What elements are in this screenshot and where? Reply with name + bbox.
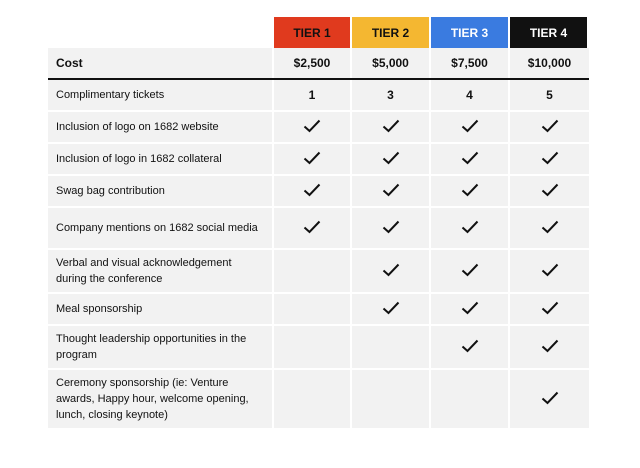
checkmark-icon [461, 151, 479, 168]
checkmark-icon [461, 220, 479, 237]
ticket-count-tier-1: 1 [274, 80, 352, 112]
checkmark-icon [303, 183, 321, 200]
checkmark-icon [541, 339, 559, 356]
checkmark-icon [541, 391, 559, 408]
included-tier-2 [352, 176, 431, 208]
not-included-tier-1 [274, 370, 352, 430]
checkmark-icon [382, 151, 400, 168]
checkmark-icon [303, 119, 321, 136]
not-included-tier-1 [274, 250, 352, 294]
not-included-tier-1 [274, 326, 352, 370]
sponsorship-tiers-table [48, 17, 589, 430]
included-tier-4 [510, 370, 589, 430]
cost-tier-1: $2,500 [274, 48, 352, 78]
checkmark-icon [382, 183, 400, 200]
row-label: Meal sponsorship [48, 294, 274, 326]
checkmark-icon [461, 301, 479, 318]
checkmark-icon [461, 263, 479, 280]
not-included-tier-3 [431, 370, 510, 430]
not-included-tier-1 [274, 294, 352, 326]
cost-tier-2: $5,000 [352, 48, 431, 78]
included-tier-2 [352, 250, 431, 294]
included-tier-3 [431, 250, 510, 294]
checkmark-icon [382, 263, 400, 280]
included-tier-4 [510, 250, 589, 294]
row-label: Swag bag contribution [48, 176, 274, 208]
checkmark-icon [303, 220, 321, 237]
included-tier-4 [510, 112, 589, 144]
checkmark-icon [541, 263, 559, 280]
checkmark-icon [541, 220, 559, 237]
included-tier-3 [431, 144, 510, 176]
not-included-tier-2 [352, 326, 431, 370]
included-tier-2 [352, 112, 431, 144]
tier-2-header: TIER 2 [352, 17, 431, 48]
included-tier-4 [510, 294, 589, 326]
row-label: Thought leadership opportunities in the program [48, 326, 274, 370]
tier-1-header: TIER 1 [274, 17, 352, 48]
cost-label: Cost [48, 48, 274, 78]
header-blank [48, 17, 274, 48]
included-tier-3 [431, 326, 510, 370]
included-tier-1 [274, 144, 352, 176]
checkmark-icon [541, 301, 559, 318]
tier-4-header: TIER 4 [510, 17, 589, 48]
checkmark-icon [541, 151, 559, 168]
checkmark-icon [461, 119, 479, 136]
included-tier-4 [510, 144, 589, 176]
checkmark-icon [382, 301, 400, 318]
row-label: Complimentary tickets [48, 80, 274, 112]
checkmark-icon [541, 119, 559, 136]
cost-tier-4: $10,000 [510, 48, 589, 78]
included-tier-4 [510, 208, 589, 250]
row-label: Ceremony sponsorship (ie: Venture awards, Happy hour, welcome opening, lunch, closing keynote) [48, 370, 274, 430]
included-tier-3 [431, 294, 510, 326]
ticket-count-tier-3: 4 [431, 80, 510, 112]
checkmark-icon [541, 183, 559, 200]
included-tier-3 [431, 176, 510, 208]
included-tier-1 [274, 112, 352, 144]
included-tier-1 [274, 208, 352, 250]
row-label: Inclusion of logo in 1682 collateral [48, 144, 274, 176]
tier-3-header: TIER 3 [431, 17, 510, 48]
checkmark-icon [382, 119, 400, 136]
included-tier-1 [274, 176, 352, 208]
included-tier-4 [510, 326, 589, 370]
included-tier-2 [352, 144, 431, 176]
included-tier-3 [431, 112, 510, 144]
ticket-count-tier-2: 3 [352, 80, 431, 112]
checkmark-icon [461, 339, 479, 356]
row-label: Company mentions on 1682 social media [48, 208, 274, 250]
checkmark-icon [461, 183, 479, 200]
included-tier-2 [352, 294, 431, 326]
included-tier-3 [431, 208, 510, 250]
ticket-count-tier-4: 5 [510, 80, 589, 112]
checkmark-icon [303, 151, 321, 168]
not-included-tier-2 [352, 370, 431, 430]
row-label: Inclusion of logo on 1682 website [48, 112, 274, 144]
included-tier-2 [352, 208, 431, 250]
row-label: Verbal and visual acknowledgement during the conference [48, 250, 274, 294]
checkmark-icon [382, 220, 400, 237]
cost-tier-3: $7,500 [431, 48, 510, 78]
included-tier-4 [510, 176, 589, 208]
